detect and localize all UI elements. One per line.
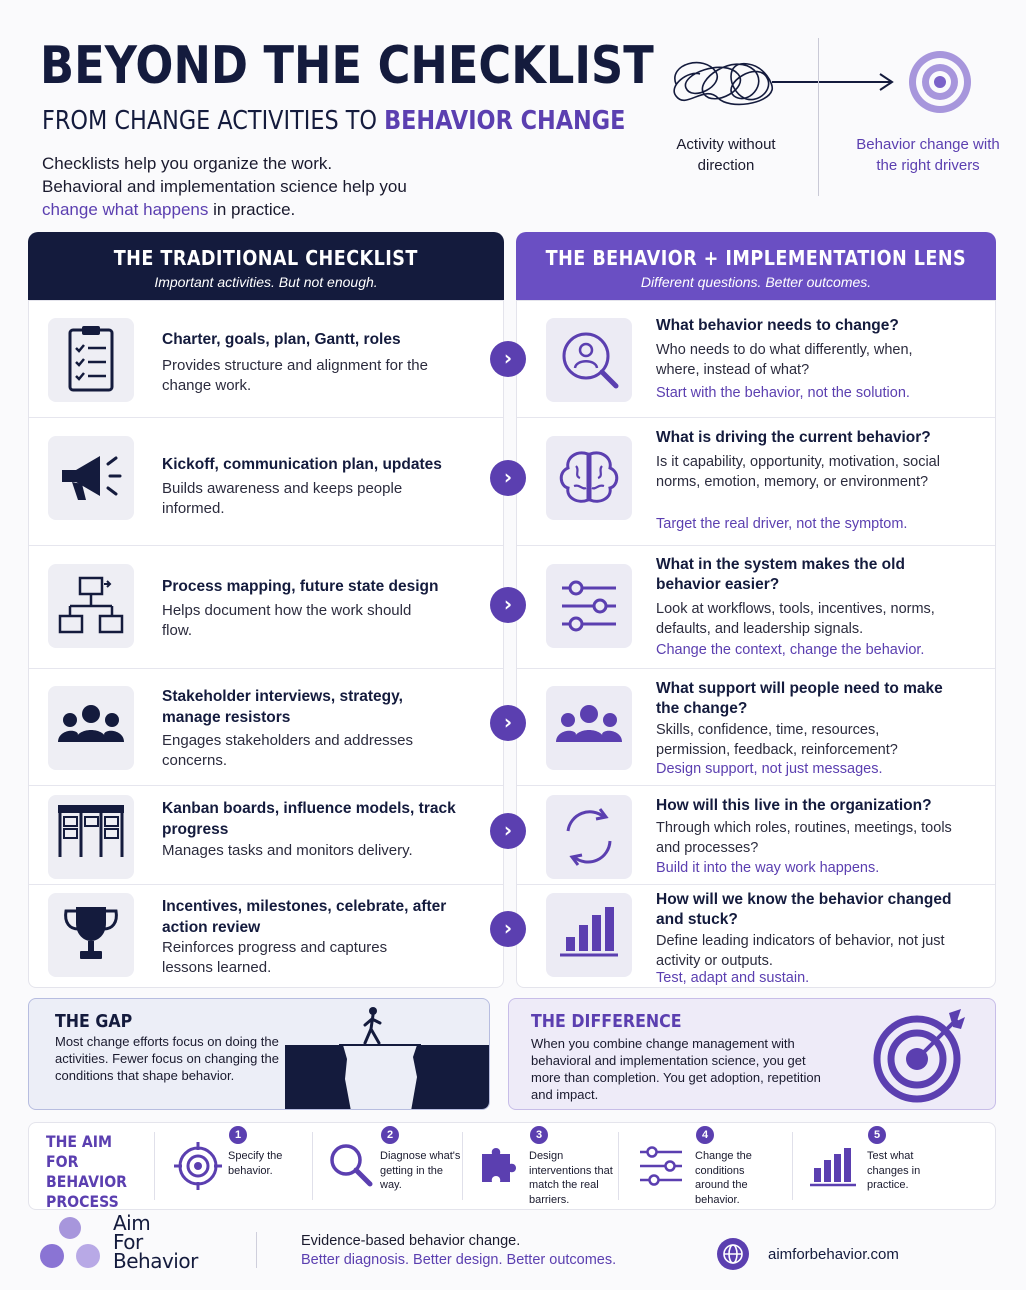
scribble-arrow-icon [664,44,904,122]
megaphone-icon [48,436,134,520]
chevron-right-icon: › [490,460,526,496]
row-divider [29,545,503,546]
row-divider [517,668,995,669]
right-item-title: What is driving the current behavior? [656,429,931,446]
left-item-title: Process mapping, future state design [162,578,439,595]
sliders-icon [636,1140,686,1190]
row-divider [517,417,995,418]
process-title: THE AIM FOR BEHAVIOR PROCESS [46,1132,128,1211]
bar-chart-icon [546,893,632,977]
right-item-tip: Target the real driver, not the symptom. [656,516,908,532]
step-text: Specify the behavior. [228,1150,283,1177]
footer-tagline-accent: Better diagnosis. Better design. Better outcomes. [301,1252,617,1268]
row-divider [517,884,995,885]
person-magnifier-icon [546,318,632,402]
chevron-right-icon: › [490,813,526,849]
right-item-tip: Design support, not just messages. [656,761,883,777]
step-number: 3 [530,1126,548,1144]
left-row-5-icon-tile [48,795,134,879]
right-item-title: What support will people need to make the change? [656,680,943,717]
process-map-icon [48,564,134,648]
trophy-icon [48,893,134,977]
right-row-3-icon-tile [546,564,632,648]
step-text: Change the conditions around the behavior. [695,1150,752,1206]
right-item-title: How will this live in the organization? [656,797,932,814]
row-divider [29,668,503,669]
intro-accent: change what happens [42,200,209,219]
footer-divider [256,1232,257,1268]
row-divider [29,785,503,786]
process-divider [618,1132,619,1200]
right-column-header [516,232,996,300]
magnifier-icon [326,1140,376,1190]
gap-text: Most change efforts focus on doing the activities. Fewer focus on changing the conditions that shape behavior. [55,1034,280,1083]
left-column-title: THE TRADITIONAL CHECKLIST [113,246,419,270]
target-icon [906,48,974,116]
website-link[interactable]: aimforbehavior.com [768,1246,899,1263]
right-row-5-icon-tile [546,795,632,879]
left-row-2-icon-tile [48,436,134,520]
globe-icon [716,1237,750,1271]
clipboard-checklist-icon [48,318,134,402]
left-row-3-icon-tile [48,564,134,648]
intro-line-3 [42,198,482,221]
right-item-desc: Who needs to do what differently, when, where, instead of what? [656,342,913,378]
right-item-title: What behavior needs to change? [656,317,899,334]
chevron-right-icon: › [490,911,526,947]
step-number: 5 [868,1126,886,1144]
left-item-desc: Helps document how the work should flow. [162,602,412,639]
process-divider [154,1132,155,1200]
left-item-desc: Engages stakeholders and addresses concerns. [162,732,414,769]
step-text: Diagnose what's getting in the way. [380,1150,461,1191]
target-arrow-icon [869,1005,973,1105]
crosshair-target-icon [174,1140,224,1190]
step-number: 2 [381,1126,399,1144]
difference-title: THE DIFFERENCE [531,1011,682,1032]
page-subtitle [42,106,625,136]
intro-line-2: Behavioral and implementation science help you [42,177,407,196]
intro-end: in practice. [208,200,296,219]
right-item-tip: Test, adapt and sustain. [656,970,810,986]
row-divider [29,417,503,418]
right-item-title: What in the system makes the old behavior easier? [656,556,905,593]
left-row-6-icon-tile [48,893,134,977]
cliff-gap-illustration-icon [285,999,490,1110]
page-title: BEYOND THE CHECKLIST [40,36,654,96]
bar-chart-icon [808,1140,858,1190]
right-item-tip: Change the context, change the behavior. [656,642,925,658]
process-divider [792,1132,793,1200]
step-number: 4 [696,1126,714,1144]
logo-text [113,1211,198,1273]
subtitle-accent: BEHAVIOR CHANGE [384,106,626,136]
right-item-tip: Build it into the way work happens. [656,860,880,876]
intro-text [42,152,482,221]
left-item-title: Stakeholder interviews, strategy, manage resistors [162,688,403,726]
aim-for-behavior-logo-icon [38,1214,106,1272]
right-item-desc: Define leading indicators of behavior, not just activity or outputs. [656,933,945,969]
footer-tagline: Evidence-based behavior change. [301,1233,521,1249]
right-row-4-icon-tile [546,686,632,770]
right-item-desc: Skills, confidence, time, resources, permission, feedback, reinforcement? [656,722,898,758]
chevron-right-icon: › [490,587,526,623]
left-row-1-icon-tile [48,318,134,402]
people-group-icon [48,686,134,770]
chevron-right-icon: › [490,341,526,377]
left-row-4-icon-tile [48,686,134,770]
left-item-title: Kanban boards, influence models, track progress [162,800,456,838]
logo-line-1: Aim [113,1211,151,1235]
puzzle-piece-icon [474,1140,524,1190]
step-text: Test what changes in practice. [867,1150,921,1191]
right-item-tip: Start with the behavior, not the solution. [656,385,910,401]
right-row-1-icon-tile [546,318,632,402]
left-item-desc: Manages tasks and monitors delivery. [162,842,413,859]
step-text: Design interventions that match the real barriers. [529,1150,613,1206]
left-item-desc: Builds awareness and keeps people informed. [162,480,403,517]
left-item-desc: Provides structure and alignment for the change work. [162,357,428,394]
header-divider [818,38,819,196]
row-divider [517,545,995,546]
right-column-subtitle: Different questions. Better outcomes. [640,274,872,290]
right-item-desc: Is it capability, opportunity, motivation, social norms, emotion, memory, or environment? [656,454,940,490]
right-column-title: THE BEHAVIOR + IMPLEMENTATION LENS [545,246,967,270]
sliders-icon [546,564,632,648]
right-item-title: How will we know the behavior changed and stuck? [656,891,952,928]
subtitle-plain: FROM CHANGE ACTIVITIES TO [42,106,385,136]
kanban-board-icon [48,795,134,879]
row-divider [29,884,503,885]
caption-left: Activity without direction [676,136,776,174]
left-item-title: Kickoff, communication plan, updates [162,456,442,473]
step-number: 1 [229,1126,247,1144]
intro-line-1: Checklists help you organize the work. [42,154,333,173]
logo-line-3: Behavior [113,1249,198,1273]
right-row-2-icon-tile [546,436,632,520]
brain-icon [546,436,632,520]
left-item-title: Incentives, milestones, celebrate, after action review [162,898,447,936]
logo-line-2: For [113,1230,143,1254]
gap-title: THE GAP [55,1011,133,1032]
left-column-header [28,232,504,300]
left-column-subtitle: Important activities. But not enough. [154,274,378,290]
right-item-desc: Look at workflows, tools, incentives, norms, defaults, and leadership signals. [656,601,935,637]
difference-text: When you combine change management with behavioral and implementation science, you get more than completion. You get adoption, repetition and impact. [531,1036,821,1102]
left-item-desc: Reinforces progress and captures lessons learned. [162,939,388,976]
right-row-6-icon-tile [546,893,632,977]
cycle-arrows-icon [546,795,632,879]
people-group-icon [546,686,632,770]
gap-panel [28,998,490,1110]
caption-right: Behavior change with the right drivers [856,136,1000,174]
right-item-desc: Through which roles, routines, meetings, tools and processes? [656,820,952,856]
chevron-right-icon: › [490,705,526,741]
left-item-title: Charter, goals, plan, Gantt, roles [162,331,401,348]
row-divider [517,785,995,786]
difference-panel [508,998,996,1110]
